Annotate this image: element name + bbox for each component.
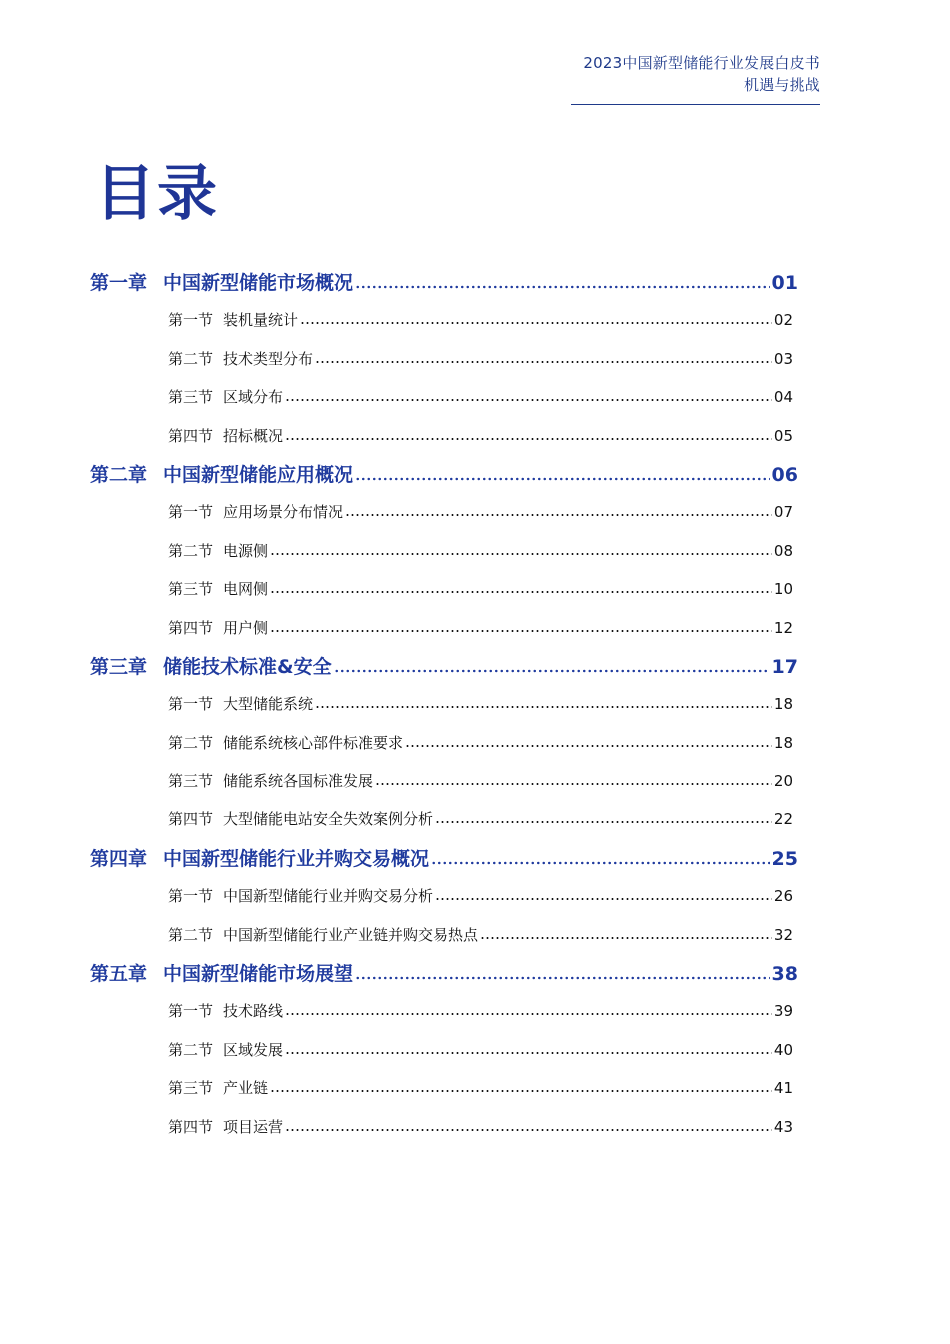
toc-section-entry[interactable]	[168, 348, 793, 369]
page-number: 05	[773, 426, 793, 445]
toc-section-entry[interactable]	[168, 540, 793, 561]
section-number: 第二节	[168, 1040, 214, 1059]
page-number: 39	[773, 1002, 793, 1021]
dot-leader	[285, 396, 772, 402]
toc-chapter-entry[interactable]	[90, 844, 798, 871]
section-title: 应用场景分布情况	[223, 503, 344, 522]
section-title: 装机量统计	[223, 311, 299, 330]
section-number: 第二节	[168, 349, 214, 368]
toc-chapter-entry[interactable]	[90, 460, 798, 487]
chapter-title: 中国新型储能应用概况	[163, 463, 354, 486]
toc-section-row	[0, 993, 950, 1031]
section-number: 第一节	[168, 503, 214, 522]
chapter-title: 中国新型储能市场概况	[163, 272, 354, 294]
toc-section-row	[0, 1032, 950, 1070]
page-number: 08	[773, 541, 793, 560]
toc-section-row	[0, 418, 950, 456]
toc-section-row	[0, 610, 950, 648]
page-number: 02	[773, 311, 793, 330]
section-title: 大型储能系统	[223, 695, 314, 714]
chapter-number: 第四章	[90, 847, 148, 870]
page-title: 目录	[95, 159, 219, 229]
dot-leader	[285, 1010, 772, 1016]
dot-leader	[285, 1049, 772, 1055]
section-number: 第三节	[168, 1079, 214, 1098]
toc-section-row	[0, 801, 950, 839]
page-number: 10	[773, 580, 793, 599]
section-number: 第一节	[168, 311, 214, 330]
toc-chapter-entry[interactable]	[90, 268, 798, 295]
chapter-title: 中国新型储能行业并购交易概况	[163, 847, 430, 870]
toc-section-row	[0, 494, 950, 532]
section-number: 第三节	[168, 580, 214, 599]
toc-section-entry[interactable]	[168, 1116, 793, 1137]
toc-section-entry[interactable]	[168, 885, 793, 906]
dot-leader	[270, 588, 772, 594]
chapter-number: 第二章	[90, 463, 148, 486]
section-title: 区域分布	[223, 388, 284, 407]
chapter-title: 储能技术标准&安全	[163, 655, 332, 678]
section-title: 储能系统核心部件标准要求	[223, 733, 404, 752]
section-title: 区域发展	[223, 1040, 284, 1059]
toc-section-row	[0, 379, 950, 417]
section-number: 第一节	[168, 695, 214, 714]
dot-leader	[435, 818, 772, 824]
toc-section-entry[interactable]	[168, 1039, 793, 1060]
toc-section-entry[interactable]	[168, 770, 793, 791]
toc-section-entry[interactable]	[168, 617, 793, 638]
dot-leader	[270, 1087, 772, 1093]
page-number: 22	[773, 810, 793, 829]
section-title: 技术类型分布	[223, 349, 314, 368]
section-number: 第一节	[168, 1002, 214, 1021]
section-title: 产业链	[223, 1079, 269, 1098]
toc-section-entry[interactable]	[168, 808, 793, 829]
page-number: 41	[773, 1079, 793, 1098]
dot-leader	[270, 550, 772, 556]
dot-leader	[270, 627, 772, 633]
chapter-number: 第五章	[90, 963, 148, 986]
page-number: 12	[773, 618, 793, 637]
header-subtitle: 机遇与挑战	[743, 76, 820, 94]
chapter-number: 第一章	[90, 272, 148, 294]
section-title: 电网侧	[223, 580, 269, 599]
toc-chapter-row	[0, 840, 950, 878]
section-title: 项目运营	[223, 1117, 284, 1136]
section-title: 中国新型储能行业产业链并购交易热点	[223, 925, 479, 944]
dot-leader	[355, 283, 770, 289]
dot-leader	[300, 319, 772, 325]
section-number: 第三节	[168, 772, 214, 791]
dot-leader	[480, 934, 772, 940]
page-number: 07	[773, 503, 793, 522]
section-title: 用户侧	[223, 618, 269, 637]
dot-leader	[285, 435, 772, 441]
toc-chapter-row	[0, 648, 950, 686]
page-number: 25	[771, 847, 798, 870]
section-title: 招标概况	[223, 426, 284, 445]
toc-section-row	[0, 302, 950, 340]
toc-section-entry[interactable]	[168, 578, 793, 599]
page-number: 40	[773, 1040, 793, 1059]
section-number: 第二节	[168, 541, 214, 560]
page-number: 01	[771, 272, 798, 294]
dot-leader	[285, 1126, 772, 1132]
header-report-title: 2023中国新型储能行业发展白皮书	[583, 54, 820, 72]
page-number: 18	[773, 733, 793, 752]
section-number: 第四节	[168, 1117, 214, 1136]
page-number: 32	[773, 925, 793, 944]
toc-chapter-row	[0, 456, 950, 494]
section-title: 大型储能电站安全失效案例分析	[223, 810, 434, 829]
chapter-title: 中国新型储能市场展望	[163, 963, 354, 986]
page-number: 06	[771, 463, 798, 486]
section-title: 储能系统各国标准发展	[223, 772, 374, 791]
page-number: 03	[773, 349, 793, 368]
toc-section-row	[0, 1109, 950, 1147]
dot-leader	[355, 974, 770, 980]
toc-chapter-row	[0, 264, 950, 302]
page-number: 38	[771, 963, 798, 986]
dot-leader	[431, 859, 770, 865]
toc-section-row	[0, 878, 950, 916]
dot-leader	[315, 703, 772, 709]
toc-section-row	[0, 725, 950, 763]
table-of-contents	[0, 264, 950, 1147]
toc-section-entry[interactable]	[168, 693, 793, 714]
toc-section-row	[0, 571, 950, 609]
dot-leader	[355, 475, 770, 481]
dot-leader	[375, 780, 772, 786]
toc-section-row	[0, 686, 950, 724]
section-title: 技术路线	[223, 1002, 284, 1021]
section-number: 第二节	[168, 733, 214, 752]
toc-section-entry[interactable]	[168, 309, 793, 330]
page-number: 26	[773, 887, 793, 906]
toc-section-row	[0, 763, 950, 801]
section-number: 第四节	[168, 810, 214, 829]
page-number: 17	[771, 655, 798, 678]
toc-section-entry[interactable]	[168, 1000, 793, 1021]
toc-chapter-entry[interactable]	[90, 652, 798, 679]
toc-section-row	[0, 1070, 950, 1108]
chapter-number: 第三章	[90, 655, 148, 678]
section-title: 电源侧	[223, 541, 269, 560]
section-number: 第一节	[168, 887, 214, 906]
toc-section-entry[interactable]	[168, 1077, 793, 1098]
section-number: 第三节	[168, 388, 214, 407]
toc-chapter-entry[interactable]	[90, 959, 798, 986]
section-number: 第四节	[168, 426, 214, 445]
section-number: 第二节	[168, 925, 214, 944]
running-header	[583, 52, 820, 96]
dot-leader	[435, 895, 772, 901]
section-number: 第四节	[168, 618, 214, 637]
toc-section-row	[0, 341, 950, 379]
page-number: 20	[773, 772, 793, 791]
toc-section-entry[interactable]	[168, 924, 793, 945]
dot-leader	[334, 667, 770, 673]
toc-section-entry[interactable]	[168, 386, 793, 407]
section-title: 中国新型储能行业并购交易分析	[223, 887, 434, 906]
header-divider	[571, 104, 820, 105]
page-number: 04	[773, 388, 793, 407]
toc-section-row	[0, 533, 950, 571]
page-number: 43	[773, 1117, 793, 1136]
toc-section-row	[0, 917, 950, 955]
dot-leader	[405, 742, 772, 748]
toc-chapter-row	[0, 955, 950, 993]
toc-section-entry[interactable]	[168, 732, 793, 753]
dot-leader	[345, 511, 772, 517]
page-number: 18	[773, 695, 793, 714]
dot-leader	[315, 358, 772, 364]
toc-section-entry[interactable]	[168, 425, 793, 446]
toc-section-entry[interactable]	[168, 501, 793, 522]
